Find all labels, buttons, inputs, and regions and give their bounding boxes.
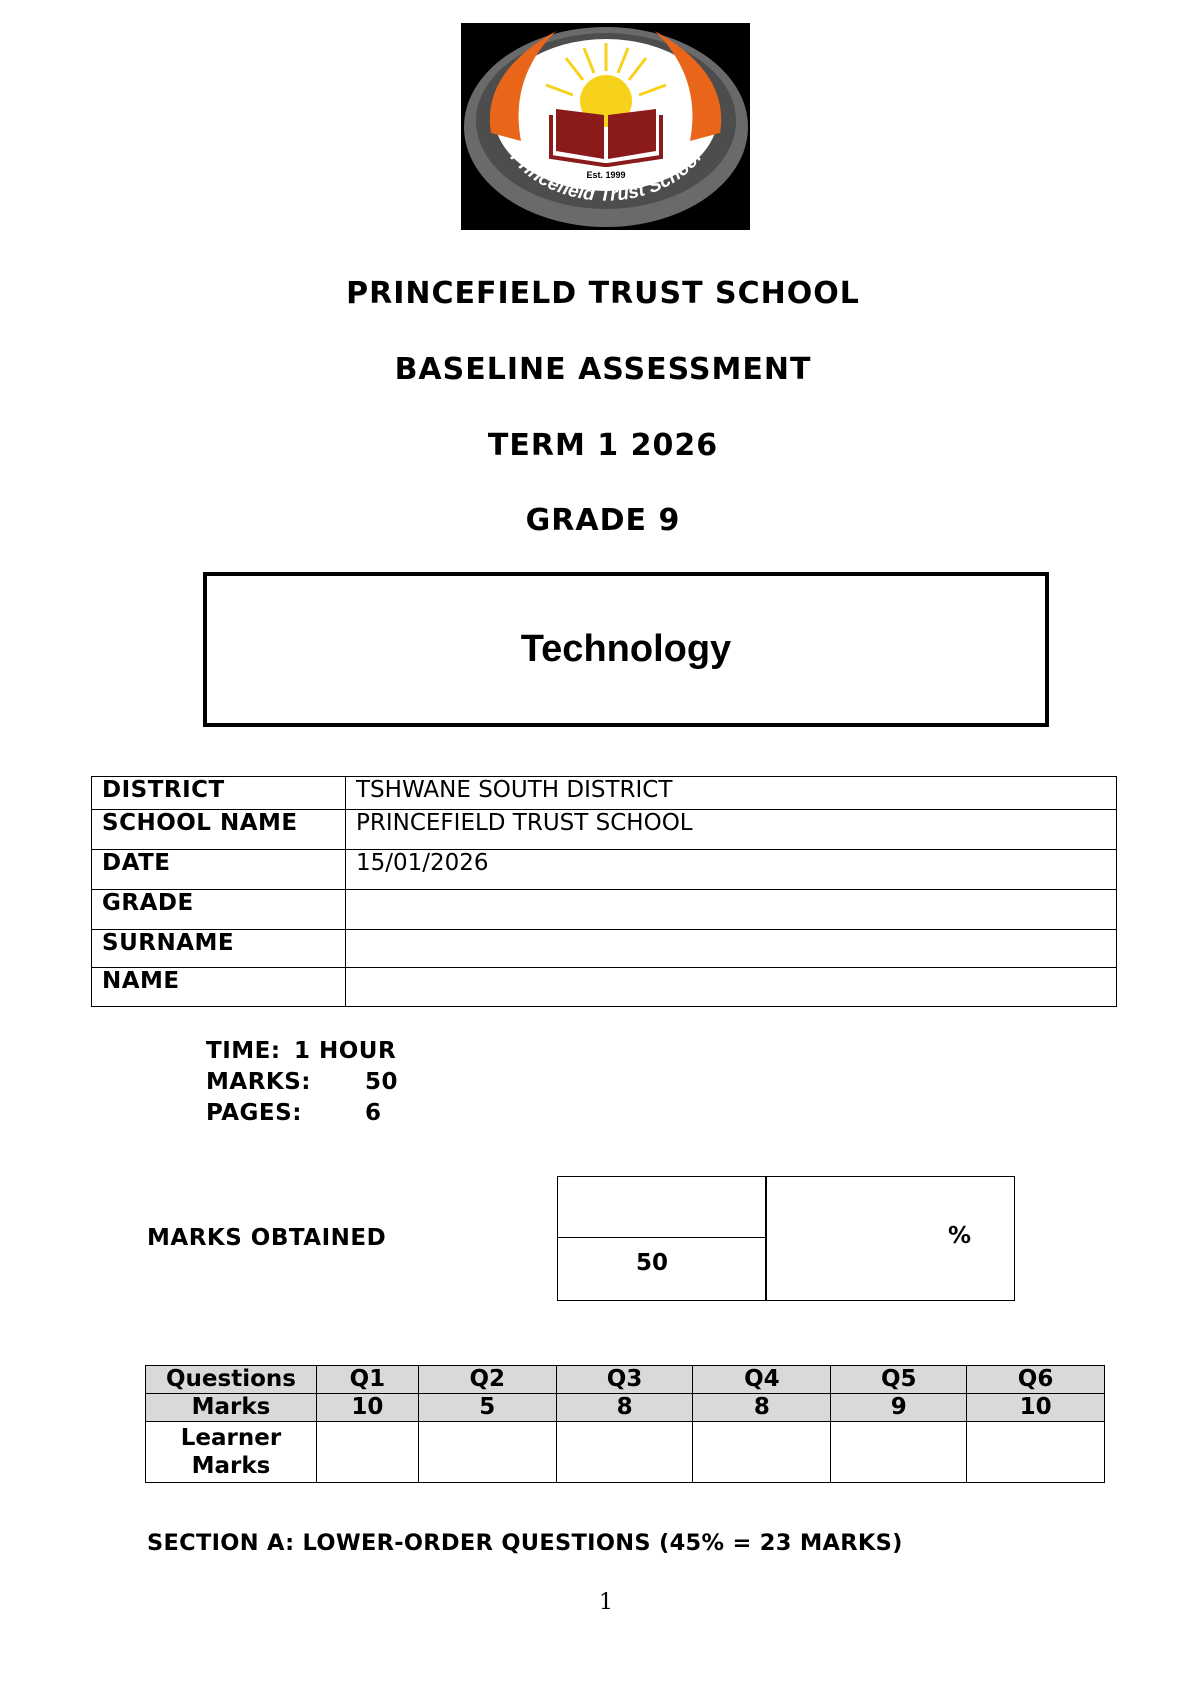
table-cell: 10 bbox=[316, 1394, 418, 1422]
table-cell: 8 bbox=[693, 1394, 831, 1422]
learner-mark-input[interactable] bbox=[967, 1422, 1105, 1483]
percentage-box[interactable] bbox=[765, 1176, 1015, 1301]
section-a-title: SECTION A: LOWER-ORDER QUESTIONS (45% = 23 MARKS) bbox=[147, 1530, 903, 1556]
table-cell: Q1 bbox=[316, 1366, 418, 1394]
info-row-grade bbox=[92, 890, 1117, 930]
info-label: SCHOOL NAME bbox=[92, 810, 346, 850]
term-title: TERM 1 2026 bbox=[487, 428, 719, 463]
info-value[interactable] bbox=[346, 930, 1117, 968]
info-label: SURNAME bbox=[92, 930, 346, 968]
info-label: NAME bbox=[92, 968, 346, 1007]
pages-line bbox=[206, 1100, 382, 1126]
school-title: PRINCEFIELD TRUST SCHOOL bbox=[346, 276, 860, 311]
info-row-school-name bbox=[92, 810, 1117, 850]
learner-info-table bbox=[91, 776, 1117, 1007]
table-cell: Q5 bbox=[831, 1366, 967, 1394]
marks-row bbox=[146, 1394, 1105, 1422]
question-marks-table bbox=[145, 1365, 1105, 1483]
grade-title: GRADE 9 bbox=[525, 503, 681, 538]
percent-sign: % bbox=[948, 1223, 972, 1249]
marks-total-box bbox=[557, 1237, 767, 1301]
info-value[interactable]: TSHWANE SOUTH DISTRICT bbox=[346, 777, 1117, 810]
questions-header-row bbox=[146, 1366, 1105, 1394]
subject-box bbox=[203, 572, 1049, 727]
learner-marks-label: Learner Marks bbox=[146, 1422, 317, 1483]
table-cell: Q3 bbox=[556, 1366, 693, 1394]
time-line bbox=[206, 1038, 397, 1064]
marks-total-value: 50 bbox=[636, 1250, 669, 1276]
info-row-surname bbox=[92, 930, 1117, 968]
marks-value: 50 bbox=[365, 1069, 399, 1095]
logo-emblem-icon bbox=[461, 23, 750, 230]
table-cell: 9 bbox=[831, 1394, 967, 1422]
learner-marks-row bbox=[146, 1422, 1105, 1483]
info-value[interactable] bbox=[346, 968, 1117, 1007]
learner-mark-input[interactable] bbox=[418, 1422, 556, 1483]
info-value[interactable] bbox=[346, 890, 1117, 930]
info-label: DATE bbox=[92, 850, 346, 890]
learner-mark-input[interactable] bbox=[693, 1422, 831, 1483]
marks-obtained-input[interactable] bbox=[557, 1176, 767, 1238]
info-value[interactable]: PRINCEFIELD TRUST SCHOOL bbox=[346, 810, 1117, 850]
assessment-title: BASELINE ASSESSMENT bbox=[394, 352, 812, 387]
pages-label: PAGES: bbox=[206, 1100, 302, 1126]
time-label: TIME: bbox=[206, 1038, 281, 1064]
table-cell: 8 bbox=[556, 1394, 693, 1422]
info-value[interactable]: 15/01/2026 bbox=[346, 850, 1117, 890]
info-row-district bbox=[92, 777, 1117, 810]
info-row-date bbox=[92, 850, 1117, 890]
table-cell: Q6 bbox=[967, 1366, 1105, 1394]
info-label: GRADE bbox=[92, 890, 346, 930]
logo-name-text: Princefield Trust School bbox=[505, 146, 707, 206]
marks-obtained-label: MARKS OBTAINED bbox=[147, 1225, 387, 1251]
school-logo bbox=[461, 23, 750, 230]
learner-mark-input[interactable] bbox=[831, 1422, 967, 1483]
table-cell: 5 bbox=[418, 1394, 556, 1422]
table-cell: 10 bbox=[967, 1394, 1105, 1422]
subject-title: Technology bbox=[520, 628, 732, 670]
logo-est-text: Est. 1999 bbox=[586, 170, 626, 180]
learner-mark-input[interactable] bbox=[556, 1422, 693, 1483]
learner-mark-input[interactable] bbox=[316, 1422, 418, 1483]
pages-value: 6 bbox=[365, 1100, 382, 1126]
marks-label: MARKS: bbox=[206, 1069, 311, 1095]
info-row-name bbox=[92, 968, 1117, 1007]
table-cell: Questions bbox=[146, 1366, 317, 1394]
info-label: DISTRICT bbox=[92, 777, 346, 810]
page-number: 1 bbox=[599, 1590, 613, 1615]
marks-line bbox=[206, 1069, 399, 1095]
time-value: 1 HOUR bbox=[294, 1038, 397, 1064]
table-cell: Q4 bbox=[693, 1366, 831, 1394]
table-cell: Marks bbox=[146, 1394, 317, 1422]
table-cell: Q2 bbox=[418, 1366, 556, 1394]
